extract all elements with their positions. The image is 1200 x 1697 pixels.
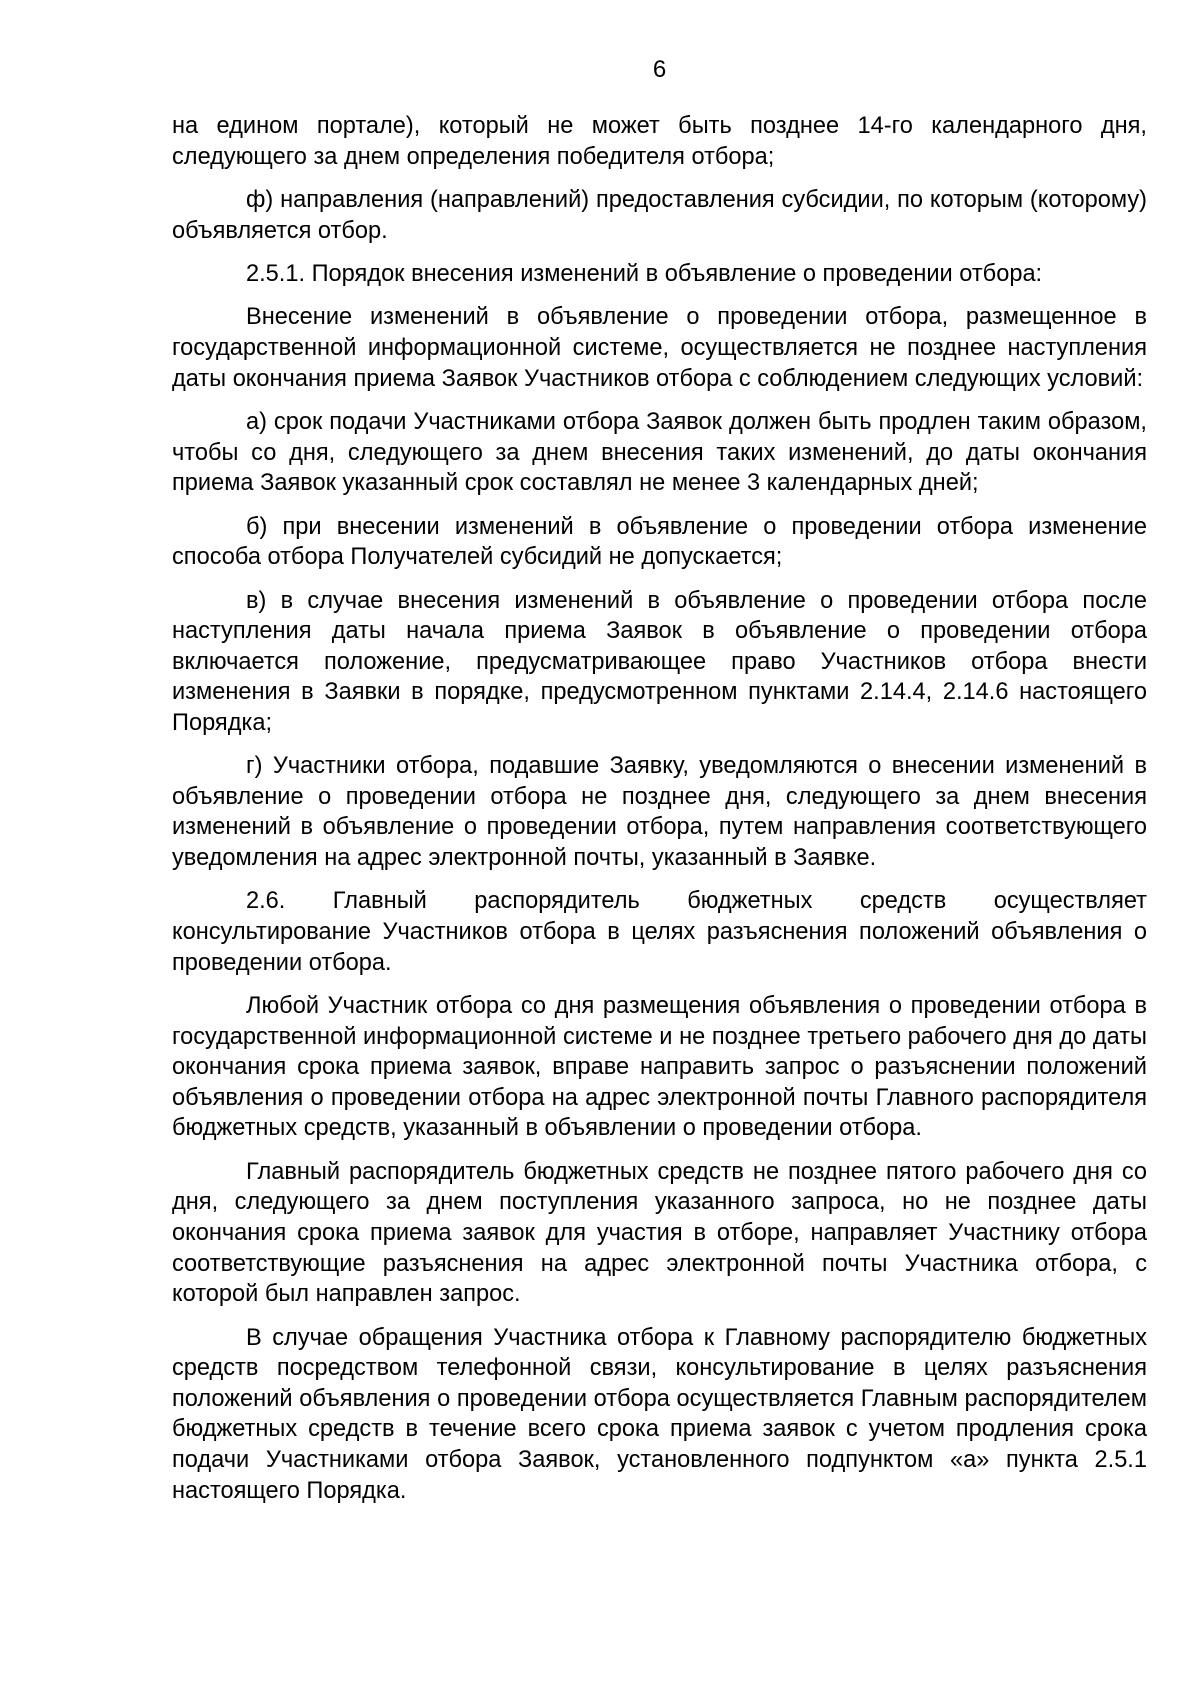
paragraph-clarification-response: Главный распорядитель бюджетных средств не позднее пятого рабочего дня со дня, следующего за днем поступления указанного запроса, но не позднее даты окончания срока приема заявок для участия в отборе, направляет Участнику отбора соответствующие разъяснения на адрес электронной почты Участника отбора, с которой был направлен запрос.	[172, 1158, 1147, 1308]
paragraph-changes-intro: Внесение изменений в объявление о проведении отбора, размещенное в государственной информационной системе, осуществляется не позднее наступления даты окончания приема Заявок Участников отбора с соблюдением следующих условий:	[172, 304, 1147, 392]
paragraph-item-a: а) срок подачи Участниками отбора Заявок должен быть продлен таким образом, чтобы со дня, следующего за днем внесения таких изменений, до даты окончания приема Заявок указанный срок составлял не менее 3 календарных дней;	[172, 408, 1147, 497]
paragraph-item-v: в) в случае внесения изменений в объявление о проведении отбора после наступления даты начала приема Заявок в объявление о проведении отбора включается положение, предусматривающее право Участников отбора внести изменения в Заявки в порядке, предусмотренном пунктами 2.14.4, 2.14.6 настоящего Порядка;	[172, 587, 1147, 736]
document-body	[172, 111, 1147, 1519]
paragraph-item-b: б) при внесении изменений в объявление о проведении отбора изменение способа отбора Получателей субсидий не допускается;	[172, 513, 1147, 571]
paragraph-item-f: ф) направления (направлений) предоставления субсидии, по которым (которому) объявляется отбор.	[172, 186, 1147, 244]
paragraph-clarification-request: Любой Участник отбора со дня размещения объявления о проведении отбора в государственной информационной системе и не позднее третьего рабочего дня до даты окончания срока приема заявок, вправе направить запрос о разъяснении положений объявления о проведении отбора на адрес электронной почты Главного распорядителя бюджетных средств, указанный в объявлении о проведении отбора.	[172, 993, 1147, 1142]
paragraph-continuation: на едином портале), который не может быть позднее 14-го календарного дня, следующего за днем определения победителя отбора;	[172, 113, 1147, 170]
page-number: 6	[652, 56, 667, 83]
paragraph-section-2-6: 2.6. Главный распорядитель бюджетных средств осуществляет консультирование Участников отбора в целях разъяснения положений объявления о проведении отбора.	[172, 888, 1147, 976]
paragraph-phone-consultation: В случае обращения Участника отбора к Главному распорядителю бюджетных средств посредством телефонной связи, консультирование в целях разъяснения положений объявления о проведении отбора осуществляется Главным распорядителем бюджетных средств в течение всего срока приема заявок с учетом продления срока подачи Участниками отбора Заявок, установленного подпунктом «а» пункта 2.5.1 настоящего Порядка.	[172, 1324, 1147, 1504]
paragraph-section-2-5-1: 2.5.1. Порядок внесения изменений в объявление о проведении отбора:	[246, 260, 1043, 287]
paragraph-item-g: г) Участники отбора, подавшие Заявку, уведомляются о внесении изменений в объявление о проведении отбора не позднее дня, следующего за днем внесения изменений в объявление о проведении отбора, путем направления соответствующего уведомления на адрес электронной почты, указанный в Заявке.	[172, 753, 1147, 872]
